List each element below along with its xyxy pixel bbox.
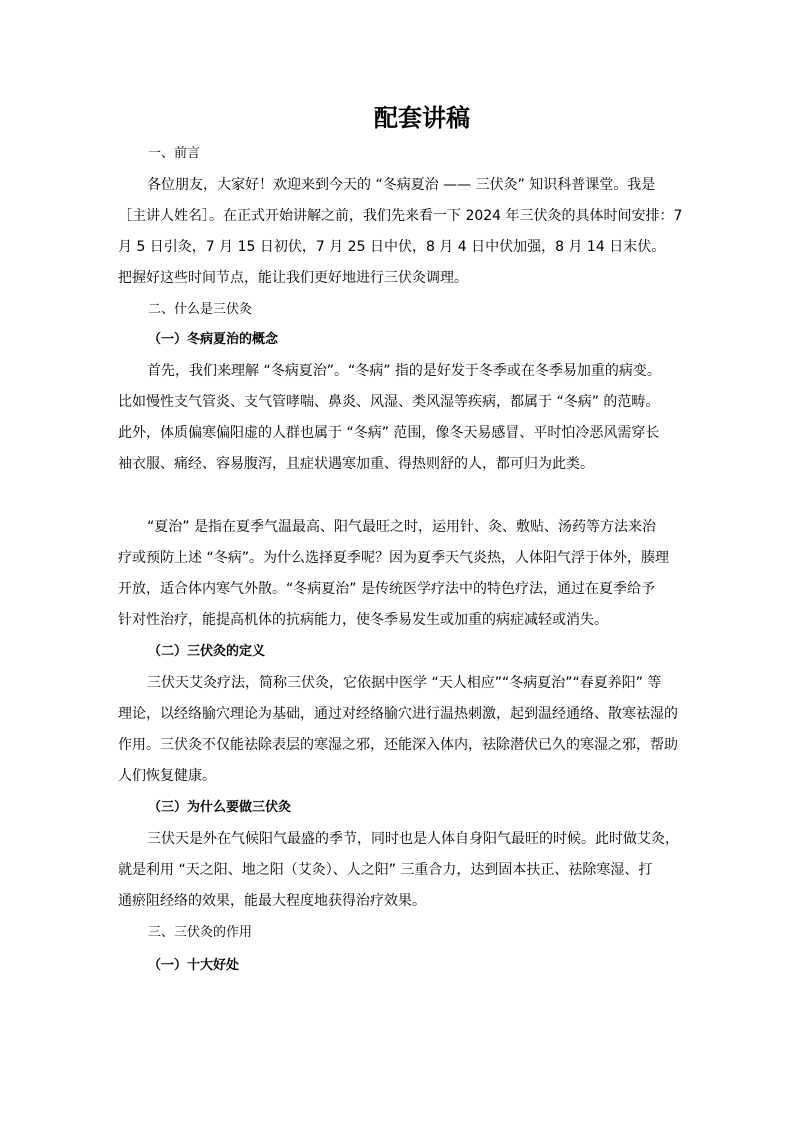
subsection-heading-ten-benefits: （一）十大好处 (148, 958, 240, 973)
paragraph-line: 各位朋友，大家好！欢迎来到今天的 “冬病夏治 —— 三伏灸” 知识科普课堂。我是 (147, 177, 656, 193)
paragraph-line: 比如慢性支气管炎、支气管哮喘、鼻炎、风湿、类风湿等疾病，都属于 “冬病” 的范畴。 (118, 394, 660, 410)
subsection-heading-why: （三）为什么要做三伏灸 (148, 800, 292, 815)
paragraph-line: 此外，体质偏寒偏阳虚的人群也属于 “冬病” 范围，像冬天易感冒、平时怕冷恶风需穿长 (118, 425, 660, 441)
paragraph-concept-winter-disease (118, 356, 690, 480)
paragraph-definition (118, 668, 690, 792)
subsection-heading-definition: （二）三伏灸的定义 (148, 644, 266, 659)
paragraph-line: 疗或预防上述 “冬病”。为什么选择夏季呢？因为夏季天气炎热，人体阳气浮于体外，腠理 (118, 550, 669, 566)
section-heading-preface: 一、前言 (148, 146, 201, 161)
paragraph-preface (118, 170, 690, 294)
paragraph-line: 三伏天是外在气候阳气最盛的季节，同时也是人体自身阳气最旺的时候。此时做艾灸， (147, 831, 679, 847)
section-heading-what-is: 二、什么是三伏灸 (148, 302, 253, 317)
paragraph-line: 人们恢复健康。 (118, 768, 216, 784)
page-title: 配套讲稿 (374, 103, 470, 132)
paragraph-line: 作用。三伏灸不仅能祛除表层的寒湿之邪，还能深入体内，祛除潜伏已久的寒湿之邪，帮助 (118, 737, 678, 753)
paragraph-line: 袖衣服、痛经、容易腹泻，且症状遇寒加重、得热则舒的人，都可归为此类。 (118, 456, 594, 472)
paragraph-line: “夏治” 是指在夏季气温最高、阳气最旺之时，运用针、灸、敷贴、汤药等方法来治 (147, 519, 656, 535)
paragraph-why (118, 824, 690, 917)
paragraph-line: 三伏天艾灸疗法，简称三伏灸，它依据中医学 “天人相应”“冬病夏治”“春夏养阳” 等 (147, 675, 662, 691)
paragraph-line: 首先，我们来理解 “冬病夏治”。“冬病” 指的是好发于冬季或在冬季易加重的病变。 (147, 363, 661, 379)
paragraph-line: ［主讲人姓名］。在正式开始讲解之前，我们先来看一下 2024 年三伏灸的具体时间安排：7 (118, 208, 683, 224)
paragraph-concept-summer-treatment (118, 512, 690, 636)
section-heading-effects: 三、三伏灸的作用 (148, 925, 253, 940)
subsection-heading-concept: （一）冬病夏治的概念 (148, 332, 279, 347)
paragraph-line: 通瘀阻经络的效果，能最大程度地获得治疗效果。 (118, 893, 426, 909)
paragraph-line: 针对性治疗，能提高机体的抗病能力，使冬季易发生或加重的病症减轻或消失。 (118, 612, 608, 628)
paragraph-line: 理论，以经络腧穴理论为基础，通过对经络腧穴进行温热刺激，起到温经通络、散寒祛湿的 (118, 706, 678, 722)
paragraph-line: 把握好这些时间节点，能让我们更好地进行三伏灸调理。 (118, 270, 468, 286)
paragraph-line: 开放，适合体内寒气外散。“冬病夏治” 是传统医学疗法中的特色疗法，通过在夏季给予 (118, 581, 655, 597)
paragraph-line: 月 5 日引灸，7 月 15 日初伏，7 月 25 日中伏，8 月 4 日中伏加强，8 月 14 日末伏。 (118, 239, 666, 255)
paragraph-line: 就是利用 “天之阳、地之阳（艾灸）、人之阳” 三重合力，达到固本扶正、祛除寒湿、打 (118, 862, 653, 878)
